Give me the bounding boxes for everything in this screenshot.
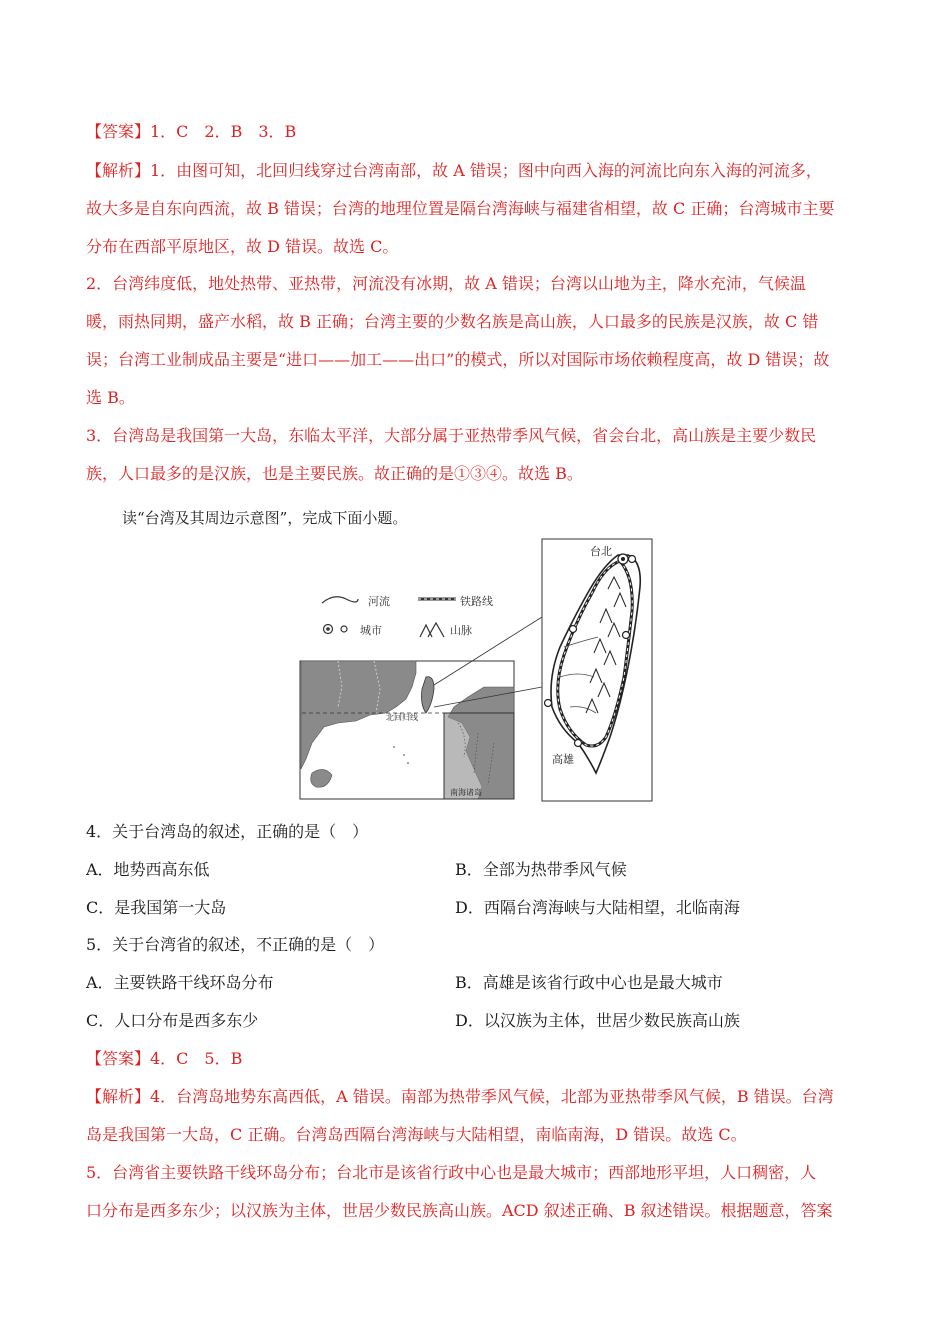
kaohsiung-label: 高雄 <box>552 753 574 766</box>
analysis-3-line-2: 族，人口最多的是汉族，也是主要民族。故正确的是①③④。故选 B。 <box>86 464 583 483</box>
question-5-option-a: A．主要铁路干线环岛分布 <box>86 973 274 992</box>
analysis-5-line-1: 5．台湾省主要铁路干线环岛分布；台北市是该省行政中心也是最大城市；西部地形平坦，人口稠密，人 <box>86 1163 817 1182</box>
south-sea-inset <box>444 713 514 799</box>
question-4-option-d: D．西隔台湾海峡与大陆相望，北临南海 <box>455 898 740 917</box>
legend-railway-label: 铁路线 <box>460 595 493 608</box>
answer-line-2: 【答案】4．C 5．B <box>86 1049 243 1068</box>
question-4-option-c: C．是我国第一大岛 <box>86 898 227 917</box>
legend-river-label: 河流 <box>368 595 390 608</box>
question-5-stem: 5．关于台湾省的叙述，不正确的是（ ） <box>86 935 385 954</box>
legend-mountain-symbol <box>420 623 444 637</box>
question-5-option-c: C．人口分布是西多东少 <box>86 1011 259 1030</box>
analysis-3-line-1: 3．台湾岛是我国第一大岛，东临太平洋，大部分属于亚热带季风气候，省会台北，高山族是主要少数民 <box>86 426 817 445</box>
taiwan-map-figure <box>298 537 654 803</box>
question-5-option-d: D．以汉族为主体，世居少数民族高山族 <box>455 1011 740 1030</box>
analysis-1-line-1: 【解析】1．由图可知，北回归线穿过台湾南部，故 A 错误；图中向西入海的河流比向东入海的河流多， <box>86 161 822 180</box>
intro-text: 读“台湾及其周边示意图”，完成下面小题。 <box>122 509 408 527</box>
analysis-5-line-2: 口分布是西多东少；以汉族为主体，世居少数民族高山族。ACD 叙述正确、B 叙述错误。根据题意，答案 <box>86 1201 833 1220</box>
taipei-label: 台北 <box>590 545 612 558</box>
question-4-option-b: B．全部为热带季风气候 <box>455 860 627 879</box>
tropic-label: 北回归线 <box>386 713 418 722</box>
analysis-2-line-2: 暖，雨热同期，盛产水稻，故 B 正确；台湾主要的少数名族是高山族，人口最多的民族是汉族，故 C 错 <box>86 312 819 331</box>
analysis-4-line-2: 岛是我国第一大岛，C 正确。台湾岛西隔台湾海峡与大陆相望，南临南海，D 错误。故选 C。 <box>86 1125 747 1144</box>
analysis-2-line-3: 误；台湾工业制成品主要是“进口——加工——出口”的模式，所以对国际市场依赖程度高，故 D 错误；故 <box>86 350 830 369</box>
question-4-option-a: A．地势西高东低 <box>86 860 210 879</box>
legend-river-symbol <box>322 597 358 603</box>
analysis-1-line-3: 分布在西部平原地区，故 D 错误。故选 C。 <box>86 237 399 256</box>
question-4-stem: 4．关于台湾岛的叙述，正确的是（ ） <box>86 822 369 841</box>
kaohsiung-symbol <box>575 740 582 747</box>
legend-mountain-label: 山脉 <box>450 624 472 637</box>
analysis-2-line-4: 选 B。 <box>86 388 135 407</box>
question-5-option-b: B．高雄是该省行政中心也是最大城市 <box>455 973 723 992</box>
answer-line-1: 【答案】1．C 2．B 3．B <box>86 122 297 141</box>
analysis-1-line-2: 故大多是自东向西流，故 B 错误；台湾的地理位置是隔台湾海峡与福建省相望，故 C 正确；台湾城市主要 <box>86 199 835 218</box>
analysis-4-line-1: 【解析】4．台湾岛地势东高西低，A 错误。南部为热带季风气候，北部为亚热带季风气候，B 错误。台湾 <box>86 1087 834 1106</box>
legend-city-label: 城市 <box>360 624 382 637</box>
analysis-2-line-1: 2．台湾纬度低，地处热带、亚热带，河流没有冰期，故 A 错误；台湾以山地为主，降水充沛，气候温 <box>86 274 806 293</box>
map-graphic <box>298 537 654 803</box>
south-sea-islands-label: 南海诸岛 <box>450 788 482 797</box>
legend-city-symbol <box>341 626 347 632</box>
